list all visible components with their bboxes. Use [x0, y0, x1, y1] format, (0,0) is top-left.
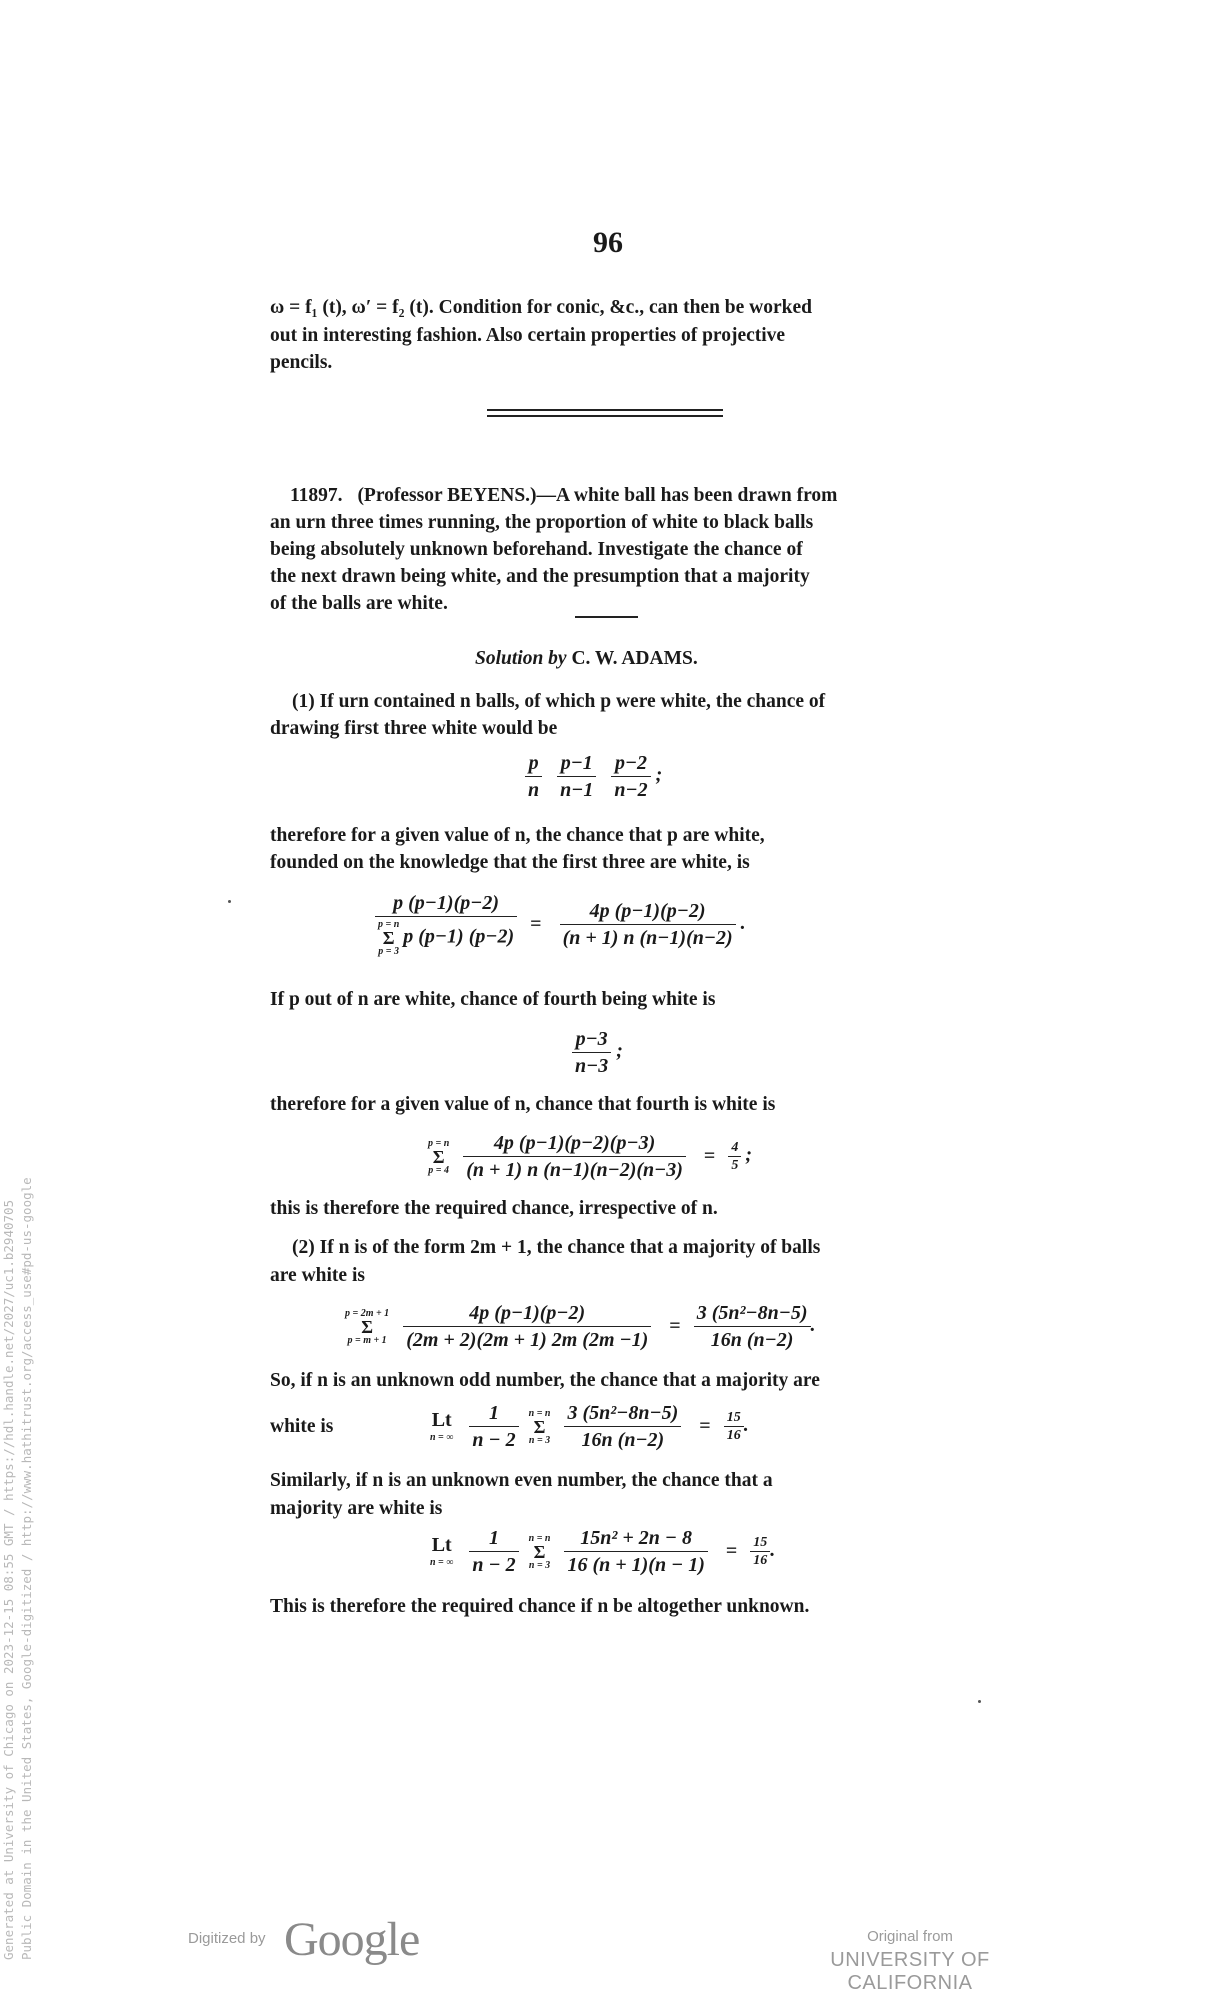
page-number: 96 — [593, 226, 623, 259]
fraction: p (p−1)(p−2) p = n Σ p = 3p (p−1) (p−2) — [375, 892, 517, 957]
intro-line: pencils. — [270, 352, 333, 373]
question-line: being absolutely unknown beforehand. Investigate the chance of — [270, 539, 803, 560]
solution-line: white is — [270, 1416, 334, 1437]
formula-limit-even: Lt n = ∞ $\frac{1}{n - 2}$ n = n Σ n = 3 $\frac{\text{15n² + 2n − 8}}{16 (n + 1)(n - 1)}$ = $\frac{15}{16}$ . — [430, 1527, 776, 1576]
solution-line: (1) If urn contained n balls, of which p were white, the chance of — [292, 691, 826, 712]
solution-heading — [475, 648, 698, 670]
sigma-sum: p = n Σ p = 3 — [378, 919, 400, 957]
fraction: $\frac{p-2}{n-2}$ — [611, 752, 650, 801]
access-watermark: Generated at University of Chicago on 2023-12-15 08:55 GMT / https://hdl.handle.net/2027/uc1.b2940705 Public Domain in the United States, Google-digitized / http://www.hathitrust.org/access_use#pd-us-google — [1, 1177, 34, 1960]
fraction: $\frac{4p (p-1)(p-2)(p-3)}{(n + 1) n (n-1)(n-2)(n-3)}$ — [463, 1132, 686, 1181]
fraction: $\frac{15}{16}$ — [724, 1411, 744, 1442]
formula-limit-odd: Lt n = ∞ $\frac{1}{n - 2}$ n = n Σ n = 3 $\frac{\text{3 (5n²−8n−5)}}{16n (n-2)}$ = $\frac{15}{16}$ . — [430, 1402, 749, 1451]
intro-line: ω = f₁ (t), ω′ = f₂ (t). Condition for conic, &c., can then be worked — [270, 297, 812, 318]
question-line: the next drawn being white, and the presumption that a majority — [270, 566, 810, 587]
solution-author: C. W. ADAMS. — [571, 648, 698, 669]
solution-line: If p out of n are white, chance of fourth being white is — [270, 989, 716, 1010]
intro-line: out in interesting fashion. Also certain properties of projective — [270, 325, 786, 346]
fraction: $\frac{\text{15n² + 2n − 8}}{16 (n + 1)(n - 1)}$ — [564, 1527, 707, 1576]
limit-operator: Lt n = ∞ — [430, 1534, 454, 1568]
digitized-by-label: Digitized by — [188, 1930, 266, 1947]
fraction: $\frac{p-3}{n-3}$ — [572, 1028, 611, 1077]
fraction: $\frac{\text{3 (5n²−8n−5)}}{16n (n-2)}$ — [564, 1402, 681, 1451]
solution-line: drawing first three white would be — [270, 718, 558, 739]
section-divider-top — [487, 409, 723, 411]
fraction: $\frac{p}{n}$ — [525, 752, 542, 801]
fraction: $\frac{1}{n - 2}$ — [469, 1402, 518, 1451]
solution-line: this is therefore the required chance, irrespective of n. — [270, 1198, 718, 1219]
short-rule — [575, 616, 638, 618]
solution-line: founded on the knowledge that the first three are white, is — [270, 852, 750, 873]
fraction: $\frac{4p (p-1)(p-2)}{(2m + 2)(2m + 1) 2m (2m -1)}$ — [403, 1302, 651, 1351]
original-source — [780, 1928, 1040, 1995]
scan-speck — [228, 900, 231, 903]
formula-sum-fourth: p = n Σ p = 4 $\frac{4p (p-1)(p-2)(p-3)}{(n + 1) n (n-1)(n-2)(n-3)}$ = $\frac{4}{5}$ ; — [428, 1132, 752, 1181]
fraction: $\frac{15}{16}$ — [750, 1536, 770, 1567]
solution-heading-italic: Solution by — [475, 648, 567, 669]
question-line — [290, 485, 837, 507]
solution-line: majority are white is — [270, 1498, 443, 1519]
fraction: $\frac{p-1}{n-1}$ — [557, 752, 596, 801]
institution-name: UNIVERSITY OF CALIFORNIA — [830, 1949, 990, 1994]
sigma-sum: n = n Σ n = 3 — [528, 1407, 551, 1446]
section-divider-bottom — [487, 415, 723, 417]
google-logo: Google — [284, 1913, 420, 1966]
solution-line: therefore for a given value of n, chance that fourth is white is — [270, 1094, 776, 1115]
limit-operator: Lt n = ∞ — [430, 1409, 454, 1443]
solution-line: therefore for a given value of n, the chance that p are white, — [270, 825, 765, 846]
fraction: $\frac{4}{5}$ — [728, 1141, 741, 1172]
question-line: an urn three times running, the proportion of white to black balls — [270, 512, 814, 533]
question-number: 11897. — [290, 485, 343, 506]
solution-line: So, if n is an unknown odd number, the chance that a majority are — [270, 1370, 820, 1391]
scan-speck — [978, 1700, 981, 1703]
original-from-label: Original from — [867, 1928, 953, 1945]
solution-line: (2) If n is of the form 2m + 1, the chance that a majority of balls — [292, 1237, 821, 1258]
sigma-sum: p = n Σ p = 4 — [428, 1137, 450, 1176]
solution-line: This is therefore the required chance if n be altogether unknown. — [270, 1596, 810, 1617]
formula-product: $\frac{p}{n}$ $\frac{p-1}{n-1}$ $\frac{p-2}{n-2}$ ; — [520, 752, 662, 801]
sigma-sum: p = 2m + 1 Σ p = m + 1 — [345, 1307, 390, 1346]
formula-conditional-probability: p (p−1)(p−2) p = n Σ p = 3p (p−1) (p−2) = $\frac{4p (p-1)(p-2)}{(n + 1) n (n-1)(n-2)}$ . — [375, 892, 746, 957]
question-line: of the balls are white. — [270, 593, 448, 614]
solution-line: are white is — [270, 1265, 365, 1286]
fraction: $\frac{4p (p-1)(p-2)}{(n + 1) n (n-1)(n-2)}$ — [560, 900, 736, 949]
fraction: $\frac{\text{3 (5n²−8n−5)}}{16n (n-2)}$ — [694, 1302, 811, 1351]
sigma-sum: n = n Σ n = 3 — [528, 1532, 551, 1571]
formula-majority-odd: p = 2m + 1 Σ p = m + 1 $\frac{4p (p-1)(p-2)}{(2m + 2)(2m + 1) 2m (2m -1)}$ = $\frac{\text{3 (5n²−8n−5)}}{16n (n-2)}$ . — [345, 1302, 816, 1351]
question-text: (Professor BEYENS.)—A white ball has been drawn from — [357, 485, 838, 506]
fraction: $\frac{1}{n - 2}$ — [469, 1527, 518, 1576]
solution-line: Similarly, if n is an unknown even number, the chance that a — [270, 1470, 773, 1491]
formula-fourth-white: $\frac{p-3}{n-3}$ ; — [567, 1028, 623, 1077]
